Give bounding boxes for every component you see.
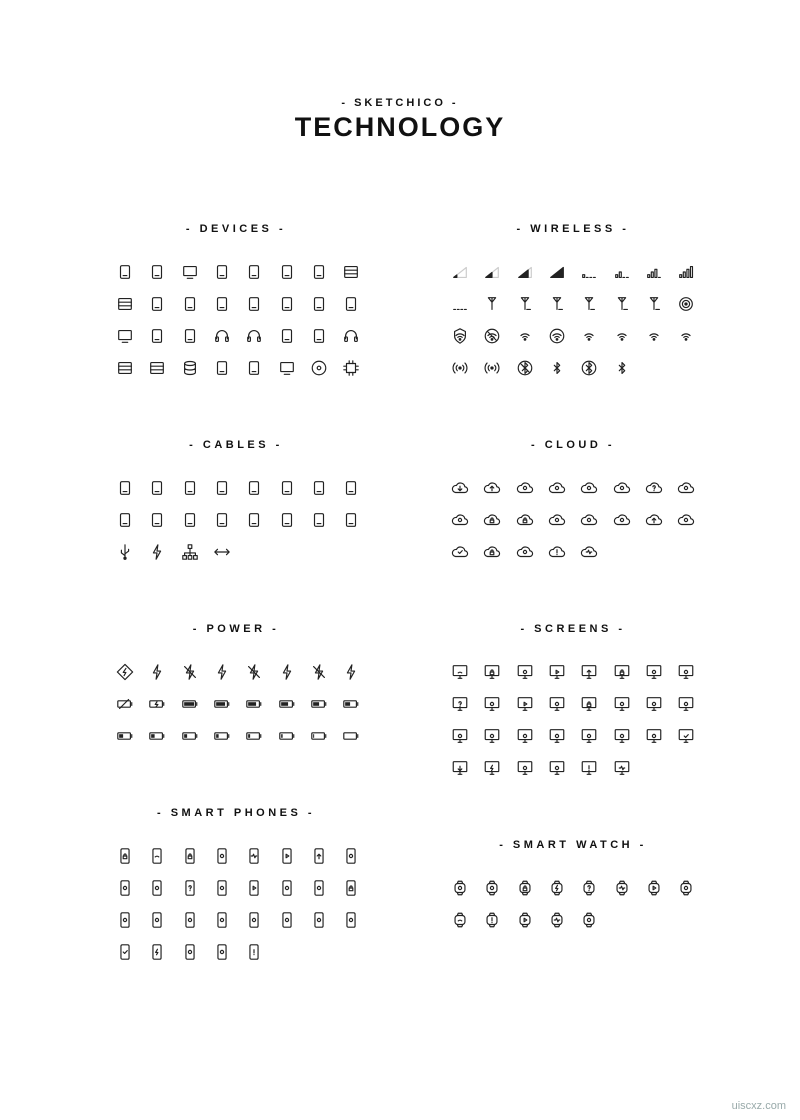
- screen-play-icon: [515, 694, 535, 714]
- headset-icon: [212, 326, 232, 346]
- screen-off-icon: [547, 758, 567, 778]
- battery-90-icon: [212, 694, 232, 714]
- phone-help-icon: [180, 878, 200, 898]
- phone-expand-icon: [147, 878, 167, 898]
- section-title-cloud: - CLOUD -: [530, 439, 616, 451]
- wifi-broadcast-icon: [676, 326, 696, 346]
- printer-icon: [277, 294, 297, 314]
- earbuds-icon: [341, 326, 361, 346]
- wifi-tilted-2-icon: [644, 326, 664, 346]
- battery-15-icon: [277, 726, 297, 746]
- bluetooth-icon: [612, 358, 632, 378]
- floppy-disk-icon: [277, 326, 297, 346]
- transfer-icon: [212, 542, 232, 562]
- screen-lock-icon: [579, 694, 599, 714]
- screen-download-icon: [450, 758, 470, 778]
- screen-more-icon: [612, 694, 632, 714]
- outlet-round-icon: [341, 478, 361, 498]
- cloud-unlock-icon: [515, 510, 535, 530]
- smartphone-icon: [277, 262, 297, 282]
- hard-drive-icon: [115, 358, 135, 378]
- book-reader-icon: [212, 358, 232, 378]
- ethernet-port-icon: [309, 510, 329, 530]
- screen-power-icon: [482, 694, 502, 714]
- flash-small-icon: [147, 662, 167, 682]
- cloud-sync-icon: [515, 478, 535, 498]
- cloud-attachment-icon: [515, 542, 535, 562]
- outlet-icon: [309, 478, 329, 498]
- broadcast-icon: [450, 358, 470, 378]
- cloud-search-icon: [612, 478, 632, 498]
- keyboard-icon: [180, 326, 200, 346]
- screen-expand-icon: [676, 694, 696, 714]
- screen-settings-icon: [644, 662, 664, 682]
- wifi-tilted-icon: [612, 326, 632, 346]
- screen-flash-icon: [482, 758, 502, 778]
- battery-charging-icon: [147, 694, 167, 714]
- power-shield-icon: [115, 662, 135, 682]
- battery-30-icon: [180, 726, 200, 746]
- signal-1-icon: [450, 262, 470, 282]
- battery-full-icon: [180, 694, 200, 714]
- flash-off-bold-icon: [309, 662, 329, 682]
- compact-disc-icon: [309, 358, 329, 378]
- screen-wifi-icon: [450, 662, 470, 682]
- cloud-upload-icon: [482, 478, 502, 498]
- phone-blocked-icon: [180, 846, 200, 866]
- signal-bars-3-icon: [644, 262, 664, 282]
- watch-alert-icon: [482, 910, 502, 930]
- tablet-icon: [212, 262, 232, 282]
- laptop-icon: [115, 326, 135, 346]
- cloud-activity-icon: [579, 542, 599, 562]
- screen-globe-icon: [515, 662, 535, 682]
- signal-bars-4-icon: [676, 262, 696, 282]
- hotspot-icon: [676, 294, 696, 314]
- phone-home-icon: [115, 910, 135, 930]
- phone-idea-icon: [212, 910, 232, 930]
- cloud-check-icon: [450, 542, 470, 562]
- signal-2-icon: [482, 262, 502, 282]
- wifi-off-circle-icon: [482, 326, 502, 346]
- signal-4-icon: [547, 262, 567, 282]
- phone-window-icon: [147, 910, 167, 930]
- phone-power-icon: [212, 878, 232, 898]
- no-signal-icon: [450, 294, 470, 314]
- section-title-smart-phones: - SMART PHONES -: [156, 807, 316, 819]
- micro-usb-icon: [147, 510, 167, 530]
- watch-remote-icon: [676, 878, 696, 898]
- usb-c-icon: [180, 478, 200, 498]
- plug-2-icon: [277, 478, 297, 498]
- cloud-link-icon: [547, 510, 567, 530]
- watch-video-icon: [515, 910, 535, 930]
- phone-folder-icon: [309, 878, 329, 898]
- flash-outline-icon: [212, 662, 232, 682]
- monitor-icon: [180, 262, 200, 282]
- screen-alert-icon: [579, 758, 599, 778]
- screen-shield-icon: [676, 662, 696, 682]
- antenna-3-icon: [579, 294, 599, 314]
- screen-idea-icon: [515, 726, 535, 746]
- cloud-folder-icon: [579, 510, 599, 530]
- phone-settings-icon: [341, 846, 361, 866]
- screen-activity-icon: [612, 758, 632, 778]
- screen-clock-icon: [612, 662, 632, 682]
- usb-plug-icon: [277, 510, 297, 530]
- mini-hdmi-icon: [115, 510, 135, 530]
- screen-forbidden-icon: [515, 758, 535, 778]
- screen-video-icon: [547, 662, 567, 682]
- usb-symbol-icon: [115, 542, 135, 562]
- watch-power-icon: [450, 878, 470, 898]
- screen-cloud-icon: [644, 726, 664, 746]
- battery-40-icon: [115, 726, 135, 746]
- section-title-screens: - SCREENS -: [520, 623, 626, 635]
- phone-play-icon: [244, 878, 264, 898]
- antenna-1-icon: [515, 294, 535, 314]
- thunderbolt-icon: [147, 542, 167, 562]
- phone-lock-icon: [341, 878, 361, 898]
- phone-globe-icon: [212, 846, 232, 866]
- section-title-devices: - DEVICES -: [185, 223, 287, 235]
- battery-10-icon: [309, 726, 329, 746]
- battery-off-icon: [115, 694, 135, 714]
- flash-off-icon: [180, 662, 200, 682]
- signal-bars-1-icon: [579, 262, 599, 282]
- mouse-icon: [309, 294, 329, 314]
- phone-wifi-icon: [147, 846, 167, 866]
- watch-heart-icon: [579, 910, 599, 930]
- sim-card-icon: [309, 262, 329, 282]
- webcam-icon: [115, 262, 135, 282]
- network-icon: [180, 542, 200, 562]
- cloud-error-icon: [612, 510, 632, 530]
- flash-off-outline-icon: [244, 662, 264, 682]
- bluetooth-circle-icon: [579, 358, 599, 378]
- desktop-tower-icon: [244, 358, 264, 378]
- cloud-blocked-icon: [482, 542, 502, 562]
- antenna-4-icon: [612, 294, 632, 314]
- screen-cursor-icon: [612, 726, 632, 746]
- phone-forbidden-icon: [180, 942, 200, 962]
- watch-help-icon: [579, 878, 599, 898]
- screen-upload-icon: [579, 662, 599, 682]
- radio-waves-icon: [482, 358, 502, 378]
- watch-wifi-icon: [450, 910, 470, 930]
- screen-check-icon: [676, 726, 696, 746]
- watch-pulse-icon: [547, 910, 567, 930]
- server-icon: [341, 262, 361, 282]
- cloud-download-icon: [450, 478, 470, 498]
- phone-alert-icon: [244, 942, 264, 962]
- phone-video-icon: [277, 846, 297, 866]
- hdmi-icon: [115, 478, 135, 498]
- page-title: TECHNOLOGY: [294, 112, 506, 142]
- signal-bars-2-icon: [612, 262, 632, 282]
- brand-label: - SKETCHICO -: [341, 97, 459, 109]
- phone-check-icon: [115, 942, 135, 962]
- watch-activity-icon: [612, 878, 632, 898]
- cloud-import-icon: [644, 510, 664, 530]
- thin-port-icon: [180, 510, 200, 530]
- signal-3-icon: [515, 262, 535, 282]
- battery-70-icon: [277, 694, 297, 714]
- database-icon: [180, 358, 200, 378]
- cloud-power-icon: [676, 478, 696, 498]
- antenna-full-icon: [644, 294, 664, 314]
- flash-icon: [277, 662, 297, 682]
- battery-50-icon: [341, 694, 361, 714]
- wifi-icon: [579, 326, 599, 346]
- cloud-help-icon: [644, 478, 664, 498]
- wifi-shield-icon: [450, 326, 470, 346]
- screen-mail-icon: [579, 726, 599, 746]
- ethernet-plug-icon: [212, 510, 232, 530]
- battery-empty-icon: [341, 726, 361, 746]
- phone-shield-icon: [115, 878, 135, 898]
- section-title-smart-watch: - SMART WATCH -: [499, 839, 647, 851]
- sd-card-icon: [147, 294, 167, 314]
- watermark: uiscxz.com: [731, 1100, 786, 1112]
- wifi-small-icon: [515, 326, 535, 346]
- external-drive-icon: [147, 358, 167, 378]
- satellite-icon: [244, 294, 264, 314]
- antenna-2-icon: [547, 294, 567, 314]
- phone-cursor-icon: [309, 910, 329, 930]
- section-title-cables: - CABLES -: [189, 439, 283, 451]
- screen-blocked-icon: [482, 662, 502, 682]
- bluetooth-off-icon: [515, 358, 535, 378]
- phone-cloud-icon: [341, 910, 361, 930]
- battery-35-icon: [147, 726, 167, 746]
- watch-play-icon: [644, 878, 664, 898]
- watch-lock-icon: [515, 878, 535, 898]
- screen-focus-icon: [547, 726, 567, 746]
- screen-home-icon: [644, 694, 664, 714]
- screen-help-icon: [450, 694, 470, 714]
- router-icon: [341, 294, 361, 314]
- lightning-icon: [212, 478, 232, 498]
- remote-control-icon: [212, 294, 232, 314]
- wifi-circle-icon: [547, 326, 567, 346]
- battery-20-icon: [244, 726, 264, 746]
- cloud-file-icon: [676, 510, 696, 530]
- screen-folder-icon: [450, 726, 470, 746]
- phone-file-icon: [180, 910, 200, 930]
- fax-machine-icon: [147, 326, 167, 346]
- section-title-power: - POWER -: [192, 623, 280, 635]
- battery-25-icon: [212, 726, 232, 746]
- battery-80-icon: [244, 694, 264, 714]
- cable-end-icon: [341, 510, 361, 530]
- phone-clock-icon: [115, 846, 135, 866]
- bluetooth-small-icon: [547, 358, 567, 378]
- cloud-lock-icon: [482, 510, 502, 530]
- desktop-monitor-icon: [277, 358, 297, 378]
- smartwatch-icon: [244, 262, 264, 282]
- headphones-icon: [244, 326, 264, 346]
- phone-activity-icon: [244, 846, 264, 866]
- plug-icon: [244, 478, 264, 498]
- cloud-more-icon: [450, 510, 470, 530]
- phone-flash-icon: [147, 942, 167, 962]
- walkie-talkie-icon: [147, 262, 167, 282]
- phone-off-icon: [212, 942, 232, 962]
- cloud-settings-icon: [579, 478, 599, 498]
- phone-remote-icon: [277, 878, 297, 898]
- screen-remote-icon: [547, 694, 567, 714]
- cloud-refresh-icon: [547, 478, 567, 498]
- satellite-dish-icon: [180, 294, 200, 314]
- display-port-icon: [244, 510, 264, 530]
- phone-focus-icon: [244, 910, 264, 930]
- cloud-alert-icon: [547, 542, 567, 562]
- server-rack-icon: [115, 294, 135, 314]
- phone-upload-icon: [309, 846, 329, 866]
- desk-phone-icon: [309, 326, 329, 346]
- usb-a-icon: [147, 478, 167, 498]
- watch-flash-icon: [547, 878, 567, 898]
- battery-60-icon: [309, 694, 329, 714]
- flash-auto-icon: [341, 662, 361, 682]
- watch-smile-icon: [482, 878, 502, 898]
- phone-mail-icon: [277, 910, 297, 930]
- section-title-wireless: - WIRELESS -: [516, 223, 630, 235]
- cpu-chip-icon: [341, 358, 361, 378]
- screen-file-icon: [482, 726, 502, 746]
- antenna-icon: [482, 294, 502, 314]
